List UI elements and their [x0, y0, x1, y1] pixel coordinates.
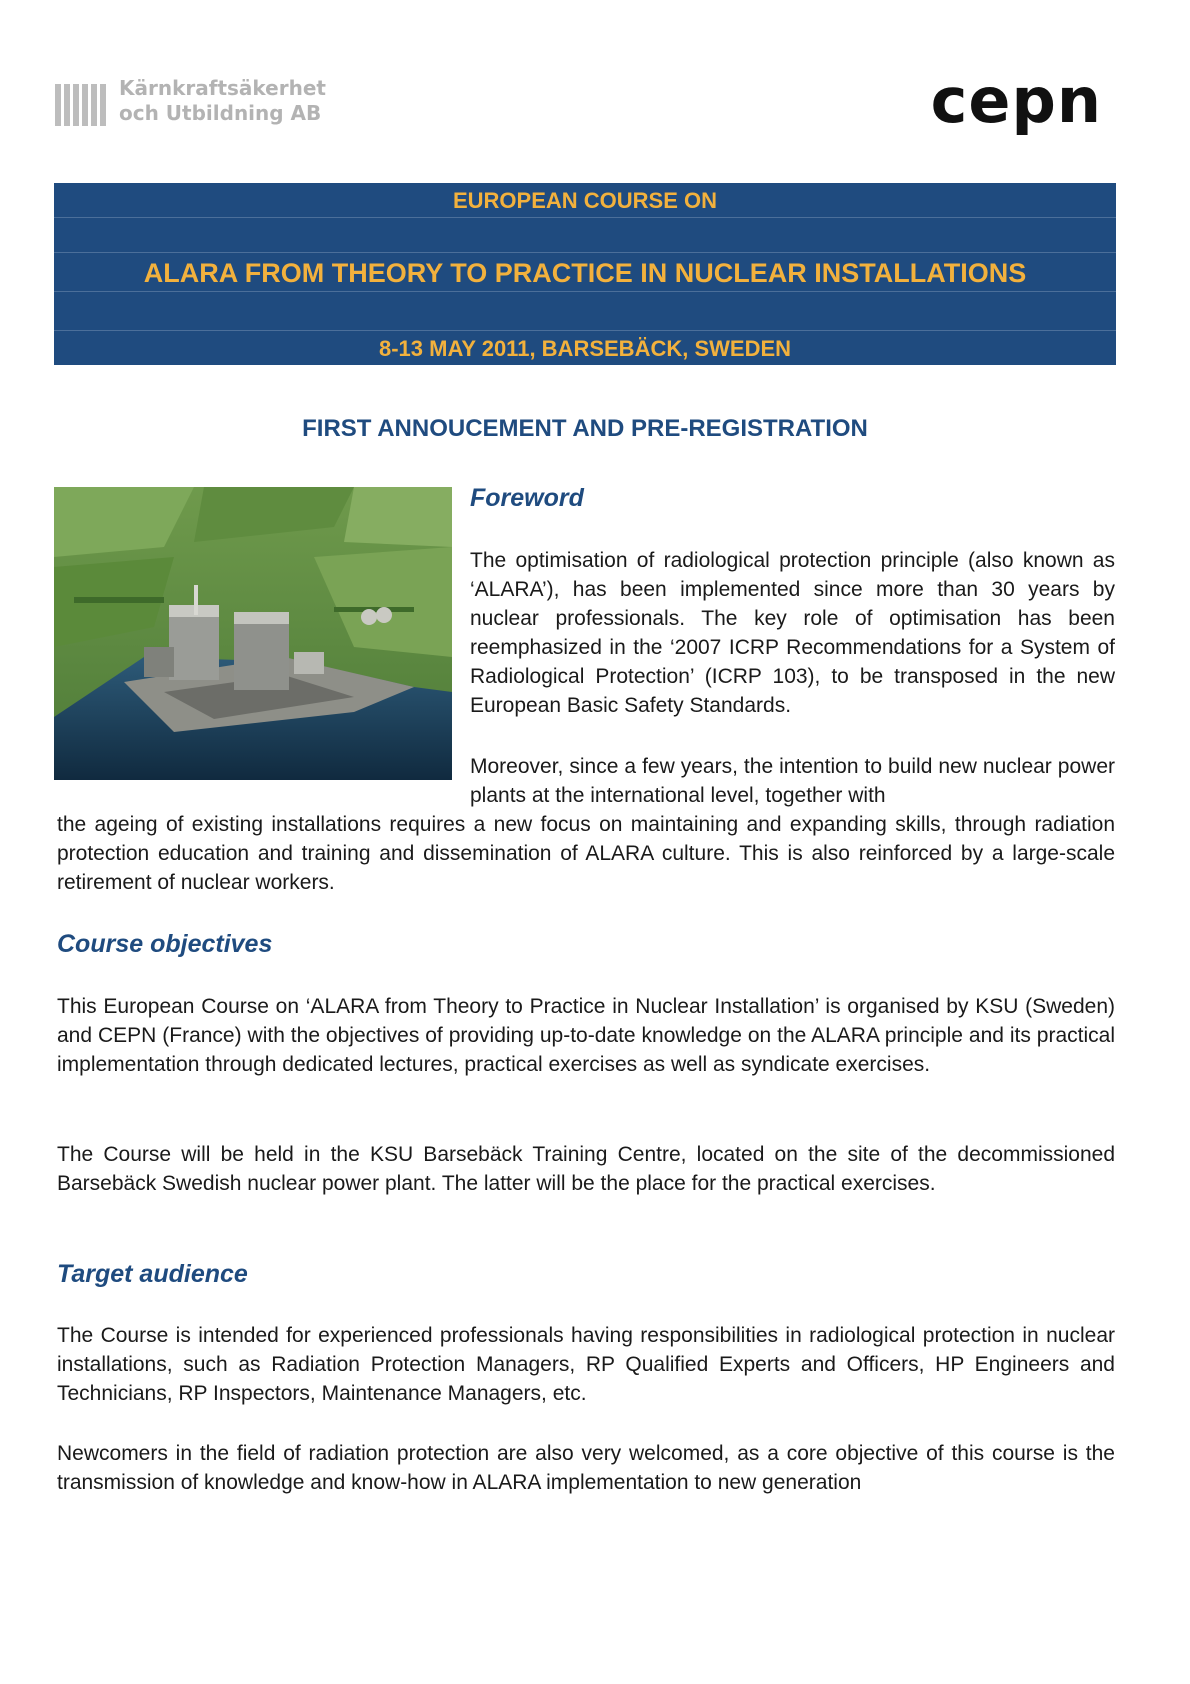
ksu-logo-line1: Kärnkraftsäkerhet [119, 76, 326, 100]
audience-paragraph-1: The Course is intended for experienced professionals having responsibilities in radiological protection in nuclear installations, such as Radiation Protection Managers, RP Qualified Experts and Officers, HP Engineers and Technicians, RP Inspectors, Maintenance Managers, etc. [57, 1324, 1115, 1405]
foreword-paragraph-2b: the ageing of existing installations requires a new focus on maintaining and expanding skills, through radiation protection education and training and dissemination of ALARA culture. This is also reinforced by a large-scale retirement of nuclear workers. [57, 813, 1115, 894]
banner-line1: EUROPEAN COURSE ON [54, 183, 1116, 218]
ksu-logo [55, 76, 326, 126]
nuclear-plant-photo [54, 487, 452, 780]
course-banner [54, 183, 1116, 365]
objectives-paragraph-2: The Course will be held in the KSU Barsebäck Training Centre, located on the site of the decommissioned Barsebäck Swedish nuclear power plant. The latter will be the place for the practical exercises. [57, 1143, 1115, 1195]
announcement-heading: FIRST ANNOUCEMENT AND PRE-REGISTRATION [302, 415, 868, 442]
cepn-logo: cepn [930, 64, 1102, 137]
ksu-logo-line2: och Utbildning AB [119, 101, 322, 125]
ksu-logo-bars-icon [55, 76, 109, 126]
audience-paragraph-2: Newcomers in the field of radiation protection are also very welcomed, as a core objective of this course is the transmission of knowledge and know-how in ALARA implementation to new generation [57, 1442, 1115, 1494]
banner-spacer [54, 218, 1116, 253]
banner-title: ALARA FROM THEORY TO PRACTICE IN NUCLEAR INSTALLATIONS [54, 253, 1116, 292]
foreword-heading: Foreword [470, 484, 584, 512]
objectives-heading: Course objectives [57, 930, 273, 958]
foreword-paragraph-2a: Moreover, since a few years, the intention to build new nuclear power plants at the international level, together with [470, 755, 1115, 807]
foreword-paragraph-1: The optimisation of radiological protection principle (also known as ‘ALARA’), has been implemented since more than 30 years by nuclear professionals. The key role of optimisation has been reemphasized in the ‘2007 ICRP Recommendations for a System of Radiological Protection’ (ICRP 103), to be transposed in the new European Basic Safety Standards. [470, 549, 1115, 717]
banner-spacer [54, 292, 1116, 331]
objectives-paragraph-1: This European Course on ‘ALARA from Theory to Practice in Nuclear Installation’ is organised by KSU (Sweden) and CEPN (France) with the objectives of providing up-to-date knowledge on the ALARA principle and its practical implementation through dedicated lectures, practical exercises as well as syndicate exercises. [57, 995, 1115, 1076]
banner-date-place: 8-13 MAY 2011, BARSEBÄCK, SWEDEN [54, 331, 1116, 365]
audience-heading: Target audience [57, 1260, 248, 1288]
